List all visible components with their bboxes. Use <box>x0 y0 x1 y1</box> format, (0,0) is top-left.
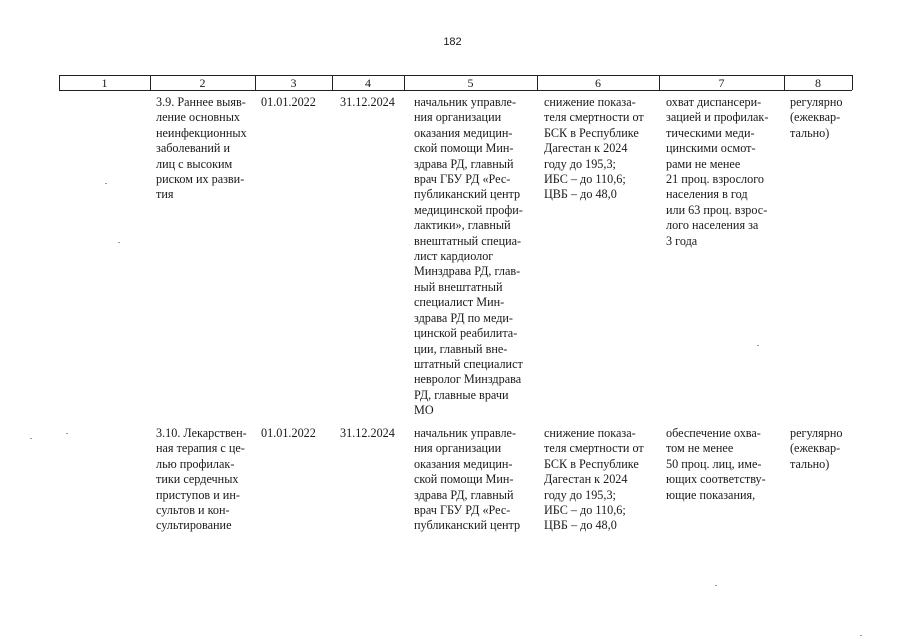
scan-speck <box>105 183 107 184</box>
start-date-cell: 01.01.2022 <box>261 95 316 109</box>
column-header-1: 1 <box>101 76 108 90</box>
responsible-cell: начальник управле- ния организации оказания медицин- ской помощи Мин- здрава РД, главный врач ГБУ РД «Рес- публиканский центр медицинской профи- лактики», главный внештатный специа- лист кардиолог Минздрава РД, глав- ный внештатный специалист Мин- здрава РД по меди- цинской реабилита- ции, главный вне- штатный специалист невролог Минздрава РД, главные врачи МО <box>414 95 523 418</box>
result-cell: обеспечение охва- том не менее 50 проц. лиц, име- ющих соответству- ющие показания, <box>666 426 766 502</box>
end-date-cell: 31.12.2024 <box>340 95 395 109</box>
page-number: 182 <box>443 36 462 48</box>
result-cell: охват диспансери- зацией и профилак- тическими меди- цинскими осмот- рами не менее 21 проц. взрослого населения в год или 63 проц. взрос- лого населения за 3 года <box>666 95 769 248</box>
scan-speck <box>860 635 862 636</box>
periodicity-cell: регулярно (ежеквар- тально) <box>790 95 843 140</box>
end-date-cell: 31.12.2024 <box>340 426 395 440</box>
start-date-cell: 01.01.2022 <box>261 426 316 440</box>
column-header-2: 2 <box>199 76 206 90</box>
indicator-cell: снижение показа- теля смертности от БСК в Республике Дагестан к 2024 году до 195,3; ИБС – до 110,6; ЦВБ – до 48,0 <box>544 95 644 202</box>
column-header-5: 5 <box>467 76 474 90</box>
scan-speck <box>66 433 68 434</box>
column-header-3: 3 <box>290 76 297 90</box>
column-header-6: 6 <box>595 76 601 90</box>
task-cell: 3.9. Раннее выяв- ление основных неинфекционных заболеваний и лиц с высоким риском их разви- тия <box>156 95 247 202</box>
scan-speck <box>757 345 759 346</box>
column-header-4: 4 <box>365 76 371 90</box>
scan-speck <box>30 438 32 439</box>
column-header-7: 7 <box>718 76 725 90</box>
responsible-cell: начальник управле- ния организации оказания медицин- ской помощи Мин- здрава РД, главный врач ГБУ РД «Рес- публиканский центр <box>414 426 521 533</box>
periodicity-cell: регулярно (ежеквар- тально) <box>790 426 843 471</box>
task-cell: 3.10. Лекарствен- ная терапия с це- лью профилак- тики сердечных приступов и ин- сультов и кон- сультирование <box>156 426 247 533</box>
scan-speck <box>118 242 120 243</box>
indicator-cell: снижение показа- теля смертности от БСК в Республике Дагестан к 2024 году до 195,3; ИБС – до 110,6; ЦВБ – до 48,0 <box>544 426 644 533</box>
scan-speck <box>715 585 717 586</box>
column-divider <box>852 75 853 90</box>
column-header-8: 8 <box>815 76 821 90</box>
